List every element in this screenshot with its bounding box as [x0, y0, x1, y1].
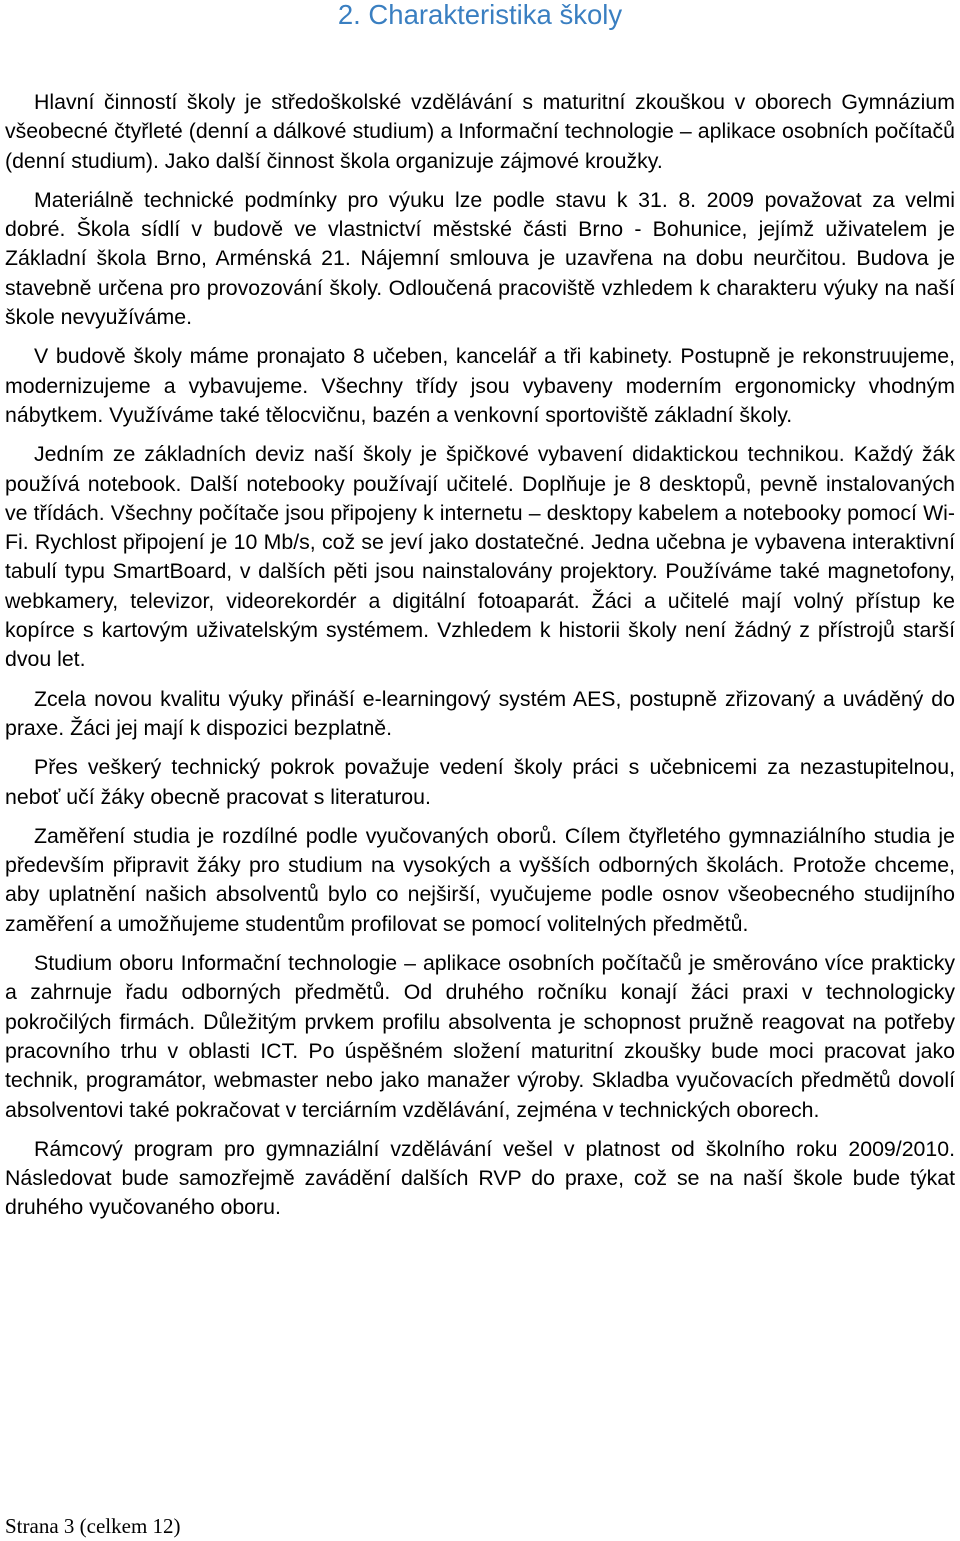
paragraph-framework-program: Rámcový program pro gymnaziální vzdělávání vešel v platnost od školního roku 2009/2010. Následovat bude samozřejmě zavádění dalších RVP do praxe, což se na naší škole bude týkat druhého vyučovaného oboru.: [5, 1136, 955, 1220]
page-footer: Strana 3 (celkem 12): [5, 1514, 181, 1538]
paragraph-material-conditions: Materiálně technické podmínky pro výuku lze podle stavu k 31. 8. 2009 považovat za velmi dobré. Škola sídlí v budově ve vlastnictví městské části Brno - Bohunice, jejímž uživatelem je Základní škola Brno, Arménská 21. Nájemní smlouva je uzavřena na dobu neurčitou. Budova je stavebně určena pro provozování školy. Odloučená pracoviště vzhledem k charakteru výuky na naší škole nevyužíváme.: [5, 187, 955, 330]
page-title: 2. Charakteristika školy: [337, 0, 623, 30]
paragraph-study-focus: Zaměření studia je rozdílné podle vyučovaných oborů. Cílem čtyřletého gymnaziálního studia je především připravit žáky pro studium na vysokých a vyšších odborných školách. Protože chceme, aby uplatnění našich absolventů bylo co nejširší, vyučujeme podle osnov všeobecného studijního zaměření a umožňujeme studentům profilovat se pomocí volitelných předmětů.: [5, 823, 955, 936]
paragraph-technology: Jedním ze základních deviz naší školy je špičkové vybavení didaktickou technikou. Každý žák používá notebook. Další notebooky používají učitelé. Doplňuje je 8 desktopů, pevně instalovaných ve třídách. Všechny počítače jsou připojeny k internetu – desktopy kabelem a notebooky pomocí Wi-Fi. Rychlost připojení je 10 Mb/s, což se jeví jako dostatečné. Jedna učebna je vybavena interaktivní tabulí typu SmartBoard, v dalších pěti jsou nainstalovány projektory. Používáme také magnetofony, webkamery, televizor, videorekordér a digitální fotoaparát. Žáci a učitelé mají volný přístup ke kopírce s kartovým uživatelským systémem. Vzhledem k historii školy není žádný z přístrojů starší dvou let.: [5, 442, 955, 672]
paragraph-classrooms: V budově školy máme pronajato 8 učeben, kancelář a tři kabinety. Postupně je rekonstruujeme, modernizujeme a vybavujeme. Všechny třídy jsou vybaveny moderním ergonomicky vhodným nábytkem. Využíváme také tělocvičnu, bazén a venkovní sportoviště základní školy.: [5, 344, 955, 427]
paragraph-textbooks: Přes veškerý technický pokrok považuje vedení školy práci s učebnicemi za nezastupitelnou, neboť učí žáky obecně pracovat s literaturou.: [5, 755, 955, 809]
document-body: [5, 88, 955, 1223]
paragraph-main-activity: Hlavní činností školy je středoškolské vzdělávání s maturitní zkouškou v oborech Gymnázium všeobecné čtyřleté (denní a dálkové studium) a Informační technologie – aplikace osobních počítačů (denní studium). Jako další činnost škola organizuje zájmové kroužky.: [5, 90, 955, 173]
paragraph-elearning: Zcela novou kvalitu výuky přináší e-learningový systém AES, postupně zřizovaný a uváděný do praxe. Žáci jej mají k dispozici bezplatně.: [5, 686, 955, 740]
document-page: [5, 0, 955, 1233]
paragraph-it-program: Studium oboru Informační technologie – aplikace osobních počítačů je směrováno více prakticky a zahrnuje řadu odborných předmětů. Od druhého ročníku konají žáci praxi v technologicky pokročilých firmách. Důležitým prvkem profilu absolventa je schopnost pružně reagovat na potřeby pracovního trhu v oblasti ICT. Po úspěšném složení maturitní zkoušky bude moci pracovat jako technik, programátor, webmaster nebo jako manažer výroby. Skladba vyučovacích předmětů dovolí absolventovi také pokračovat v terciárním vzdělávání, zejména v technických oborech.: [5, 951, 955, 1122]
